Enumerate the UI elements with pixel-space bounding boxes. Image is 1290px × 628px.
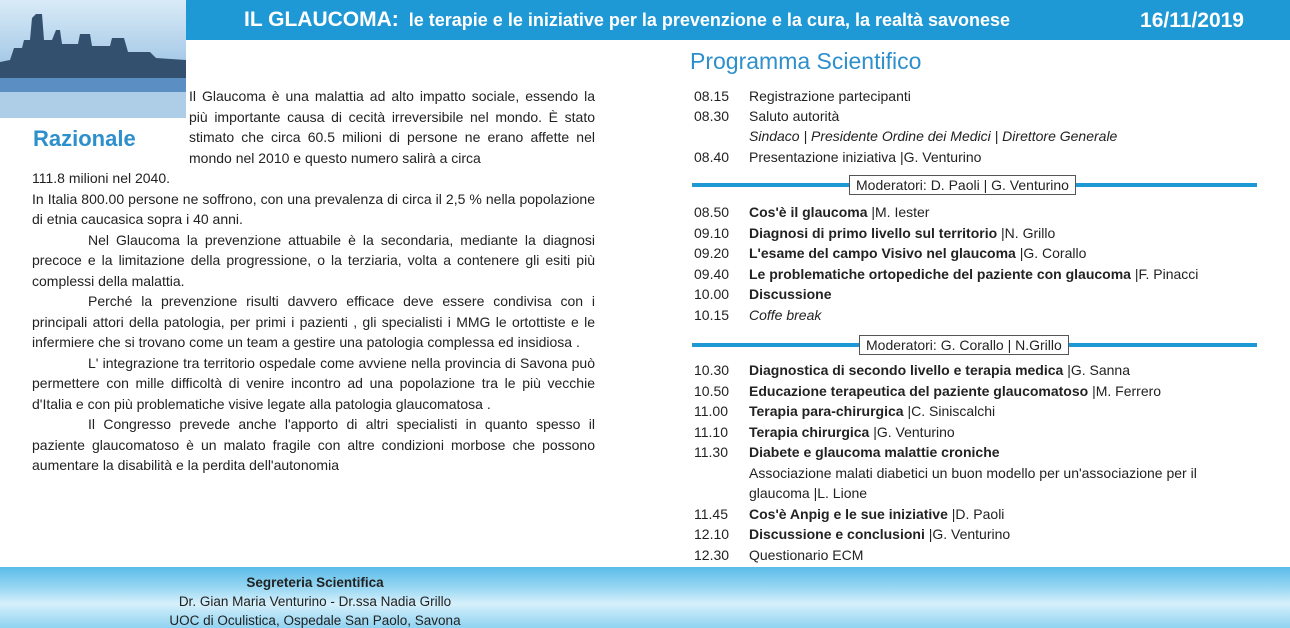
program-row (694, 88, 911, 104)
header-subtitle: le terapie e le iniziative per la prevenzione e la cura, la realtà savonese (408, 10, 1011, 30)
program-row (694, 362, 1130, 378)
footer-secretariat (150, 573, 480, 628)
program-time: 12.10 (694, 526, 730, 542)
razionale-paragraph-3: Nel Glaucoma la prevenzione attuabile è la secondaria, mediante la diagnosi precoce e la limitazione della progressione, o la terziaria, volta a contenere gli esiti più complessi della malattia. (32, 231, 595, 289)
program-item: Saluto autorità (749, 108, 840, 124)
footer-names: Dr. Gian Maria Venturino - Dr.ssa Nadia Grillo (178, 594, 452, 609)
program-item: Coffe break (749, 307, 822, 323)
talk-title: Le problematiche ortopediche del paziente con glaucoma (749, 266, 1131, 282)
program-time: 08.30 (694, 108, 730, 124)
razionale-body (32, 168, 595, 476)
program-time: 08.15 (694, 88, 730, 104)
program-row (694, 225, 1055, 241)
razionale-paragraph-2: In Italia 800.00 persone ne soffrono, con una prevalenza di circa il 2,5 % nella popolazione di etnia caucasica sopra i 40 anni. (32, 190, 595, 227)
program-time: 10.15 (694, 307, 730, 323)
program-row (694, 547, 863, 563)
program-row (694, 444, 1000, 460)
program-item: Sindaco | Presidente Ordine dei Medici | Direttore Generale (749, 128, 1118, 144)
program-row (694, 149, 981, 165)
program-item: Questionario ECM (749, 547, 864, 563)
razionale-paragraph-4: Perché la prevenzione risulti davvero efficace deve essere condivisa con i principali attori della patologia, per primi i pazienti , gli specialisti i MMG le ortottiste e le infermiere che si trovano come un team a gestire una patologia complessa ed insidiosa . (32, 293, 595, 350)
program-item: Registrazione partecipanti (749, 88, 911, 104)
program-row (694, 506, 1004, 522)
talk-title: Diagnosi di primo livello sul territorio (749, 225, 998, 241)
program-time: 12.30 (694, 547, 730, 563)
program-row (694, 204, 929, 220)
razionale-paragraph-1: Il Glaucoma è una malattia ad alto impatto sociale, essendo la più importante causa di cecità irreversibile nel mondo. È stato stimato che circa 60.5 milioni di persone ne erano affette nel mondo nel 2010 e questo numero salirà a circa (189, 88, 595, 166)
talk-speaker: |F. Pinacci (1130, 266, 1199, 282)
talk-speaker: |C. Siniscalchi (903, 403, 996, 419)
talk-title: Terapia para-chirurgica (749, 403, 904, 419)
program-row (694, 424, 955, 440)
talk-title: Discussione (749, 286, 832, 302)
talk-speaker: |G. Venturino (869, 424, 955, 440)
programma-title: Programma Scientifico (690, 48, 922, 74)
program-time: 08.50 (694, 204, 730, 220)
program-time: 11.10 (694, 424, 728, 440)
program-time: 11.00 (694, 403, 728, 419)
razionale-paragraph-1-end: 111.8 milioni nel 2040. (32, 170, 171, 186)
talk-title: Educazione terapeutica del paziente glaucomatoso (749, 383, 1089, 399)
program-time: 10.00 (694, 286, 730, 302)
program-time: 08.40 (694, 149, 730, 165)
program-item: Presentazione iniziativa |G. Venturino (749, 149, 982, 165)
program-row (694, 286, 831, 302)
program-row (694, 266, 1198, 282)
talk-speaker: |N. Grillo (997, 225, 1056, 241)
talk-title: Diabete e glaucoma malattie croniche (749, 444, 1000, 460)
moderators-box-1: Moderatori: D. Paoli | G. Venturino (849, 175, 1076, 195)
talk-speaker: |G. Venturino (924, 526, 1011, 542)
moderators-box-2: Moderatori: G. Corallo | N.Grillo (859, 335, 1069, 355)
talk-speaker: |D. Paoli (947, 506, 1005, 522)
program-row (694, 245, 1086, 261)
header-title-main: IL GLAUCOMA: (244, 8, 399, 31)
header-title (244, 8, 1010, 32)
program-time: 10.30 (694, 362, 730, 378)
program-time: 11.30 (694, 444, 728, 460)
program-row (694, 307, 821, 323)
talk-speaker: |M. Iester (867, 204, 930, 220)
talk-speaker: |G. Sanna (1063, 362, 1131, 378)
razionale-paragraph-6: Il Congresso prevede anche l'apporto di altri specialisti in quanto spesso il paziente glaucomatoso è un malato fragile con altre condizioni morbose che possono aumentare la disabilità e la perdita dell'autonomia (32, 416, 595, 473)
program-row (694, 403, 995, 419)
program-row-authorities (749, 128, 1117, 144)
razionale-paragraph-5: L' integrazione tra territorio ospedale come avviene nella provincia di Savona può permettere con mille difficoltà di venire incontro ad una popolazione tra le più vecchie d'Italia e con più problematiche visive legate alla patologia glaucomatosa . (32, 354, 595, 412)
program-row-association: glaucoma |L. Lione (749, 485, 868, 501)
talk-speaker: |M. Ferrero (1088, 383, 1162, 399)
footer-heading: Segreteria Scientifica (246, 575, 384, 590)
program-row (694, 108, 839, 124)
header-date: 16/11/2019 (1140, 9, 1244, 32)
talk-title: Terapia chirurgica (749, 424, 870, 440)
footer-department: UOC di Oculistica, Ospedale San Paolo, Savona (169, 613, 461, 628)
talk-title: Cos'è il glaucoma (749, 204, 868, 220)
program-time: 10.50 (694, 383, 730, 399)
talk-title: Discussione e conclusioni (749, 526, 925, 542)
program-time: 09.40 (694, 266, 730, 282)
talk-title: Diagnostica di secondo livello e terapia medica (749, 362, 1064, 378)
talk-title: L'esame del campo Visivo nel glaucoma (749, 245, 1016, 261)
talk-title: Cos'è Anpig e le sue iniziative (749, 506, 948, 522)
program-row (694, 526, 1010, 542)
logo-image (0, 0, 186, 118)
program-time: 11.45 (694, 506, 728, 522)
talk-speaker: |G. Corallo (1015, 245, 1087, 261)
razionale-heading: Razionale (30, 126, 139, 152)
program-row-association: Associazione malati diabetici un buon modello per un'associazione per il (749, 465, 1197, 481)
program-time: 09.10 (694, 225, 730, 241)
program-row (694, 383, 1161, 399)
program-time: 09.20 (694, 245, 730, 261)
